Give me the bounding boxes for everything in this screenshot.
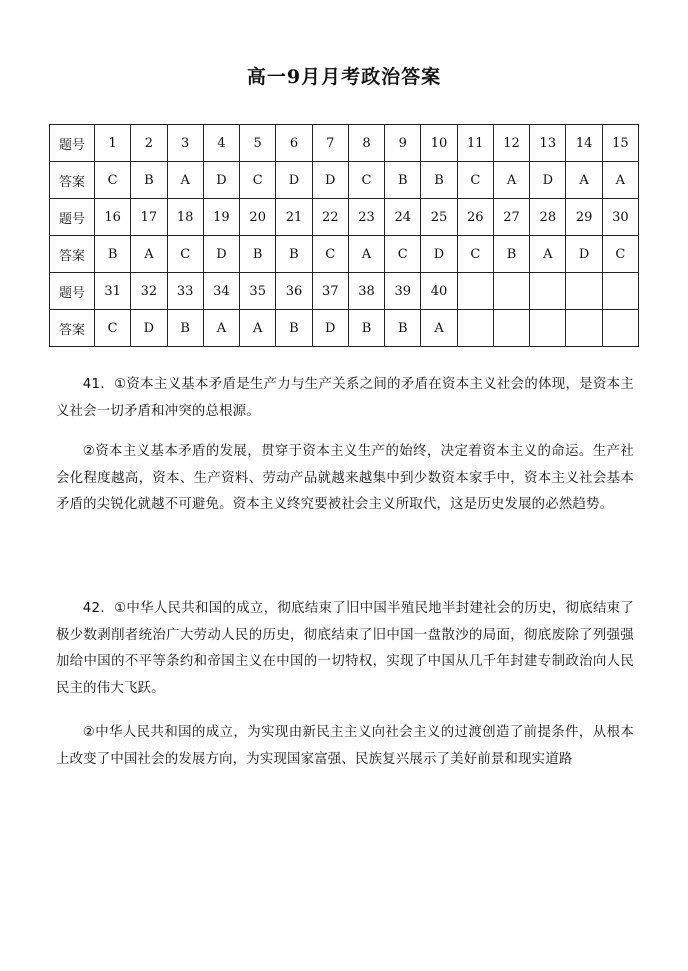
answer-table [49, 124, 639, 347]
table-cell: B [421, 162, 457, 199]
table-cell: 28 [530, 199, 566, 236]
table-cell: 36 [276, 273, 312, 310]
answer-42-point-2: ②中华人民共和国的成立，为实现由新民主主义向社会主义的过渡创造了前提条件，从根本上改变了中国社会的发展方向，为实现国家富强、民族复兴展示了美好前景和现实道路 [56, 725, 634, 767]
table-cell: 38 [348, 273, 384, 310]
answer-41-point-2: ②资本主义基本矛盾的发展，贯穿于资本主义生产的始终，决定着资本主义的命运。生产社会化程度越高，资本、生产资料、劳动产品就越来越集中到少数资本家手中，资本主义社会基本矛盾的尖锐化就越不可避免。资本主义终究要被社会主义所取代，这是历史发展的必然趋势。 [56, 444, 634, 513]
table-cell: C [457, 236, 493, 273]
table-cell: B [240, 236, 276, 273]
table-row [50, 162, 639, 199]
table-cell [493, 310, 529, 347]
table-row [50, 236, 639, 273]
table-row [50, 310, 639, 347]
table-cell: A [348, 236, 384, 273]
table-cell: 23 [348, 199, 384, 236]
table-cell: 16 [95, 199, 131, 236]
table-cell: 14 [566, 125, 602, 162]
table-row [50, 273, 639, 310]
table-cell: 9 [385, 125, 421, 162]
table-cell: 39 [385, 273, 421, 310]
table-cell: B [167, 310, 203, 347]
table-cell [602, 310, 638, 347]
table-cell: C [602, 236, 638, 273]
table-row [50, 199, 639, 236]
table-cell: D [421, 236, 457, 273]
table-cell: 35 [240, 273, 276, 310]
table-cell: 10 [421, 125, 457, 162]
table-cell: C [167, 236, 203, 273]
row-header: 题号 [50, 273, 95, 310]
table-cell: 27 [493, 199, 529, 236]
table-cell: 29 [566, 199, 602, 236]
row-header: 答案 [50, 236, 95, 273]
table-cell [457, 273, 493, 310]
table-cell: 21 [276, 199, 312, 236]
table-cell: C [457, 162, 493, 199]
table-cell: 25 [421, 199, 457, 236]
table-cell: 6 [276, 125, 312, 162]
table-cell: 24 [385, 199, 421, 236]
table-cell: 31 [95, 273, 131, 310]
table-cell: D [203, 236, 239, 273]
table-cell: 11 [457, 125, 493, 162]
table-cell: D [530, 162, 566, 199]
table-cell [566, 310, 602, 347]
row-header: 题号 [50, 125, 95, 162]
table-cell: 33 [167, 273, 203, 310]
table-cell: 15 [602, 125, 638, 162]
table-cell: C [95, 310, 131, 347]
table-cell [530, 273, 566, 310]
table-cell: 22 [312, 199, 348, 236]
table-cell [457, 310, 493, 347]
table-cell: D [203, 162, 239, 199]
answer-41-point-1: 41．①资本主义基本矛盾是生产力与生产关系之间的矛盾在资本主义社会的体现，是资本主义社会一切矛盾和冲突的总根源。 [56, 377, 634, 419]
table-cell: A [421, 310, 457, 347]
table-cell: B [385, 310, 421, 347]
table-cell: C [385, 236, 421, 273]
table-cell: D [566, 236, 602, 273]
table-cell: A [203, 310, 239, 347]
table-cell: 19 [203, 199, 239, 236]
table-cell: B [493, 236, 529, 273]
table-cell: A [131, 236, 167, 273]
table-cell: C [95, 162, 131, 199]
table-cell: A [566, 162, 602, 199]
table-cell: 32 [131, 273, 167, 310]
table-cell: D [131, 310, 167, 347]
answer-42-point-1: 42．①中华人民共和国的成立，彻底结束了旧中国半殖民地半封建社会的历史，彻底结束了极少数剥削者统治广大劳动人民的历史，彻底结束了旧中国一盘散沙的局面，彻底废除了列强强加给中国的不平等条约和帝国主义在中国的一切特权，实现了中国从几千年封建专制政治向人民民主的伟大飞跃。 [56, 601, 634, 696]
table-cell: B [131, 162, 167, 199]
table-cell: A [493, 162, 529, 199]
row-header: 题号 [50, 199, 95, 236]
table-cell: D [312, 310, 348, 347]
table-cell: 20 [240, 199, 276, 236]
table-cell: 40 [421, 273, 457, 310]
table-cell: 17 [131, 199, 167, 236]
table-cell: A [530, 236, 566, 273]
page-title: 高一9月月考政治答案 [246, 66, 442, 88]
table-cell: A [602, 162, 638, 199]
table-cell: C [312, 236, 348, 273]
table-cell: 2 [131, 125, 167, 162]
table-cell [566, 273, 602, 310]
table-cell: 34 [203, 273, 239, 310]
table-cell: B [276, 310, 312, 347]
table-cell: 4 [203, 125, 239, 162]
table-cell: D [276, 162, 312, 199]
table-cell: 7 [312, 125, 348, 162]
table-cell: B [385, 162, 421, 199]
table-cell: A [167, 162, 203, 199]
table-cell: 12 [493, 125, 529, 162]
table-cell: 5 [240, 125, 276, 162]
table-cell: 37 [312, 273, 348, 310]
table-cell: B [276, 236, 312, 273]
table-cell [602, 273, 638, 310]
table-cell: A [240, 310, 276, 347]
table-cell: B [95, 236, 131, 273]
table-cell: C [240, 162, 276, 199]
row-header: 答案 [50, 162, 95, 199]
table-cell: 3 [167, 125, 203, 162]
table-cell: C [348, 162, 384, 199]
table-cell: 30 [602, 199, 638, 236]
row-header: 答案 [50, 310, 95, 347]
table-row [50, 125, 639, 162]
table-cell: 18 [167, 199, 203, 236]
table-cell [493, 273, 529, 310]
table-cell: D [312, 162, 348, 199]
table-cell: 13 [530, 125, 566, 162]
table-cell: B [348, 310, 384, 347]
table-cell [530, 310, 566, 347]
table-cell: 1 [95, 125, 131, 162]
table-cell: 8 [348, 125, 384, 162]
table-cell: 26 [457, 199, 493, 236]
